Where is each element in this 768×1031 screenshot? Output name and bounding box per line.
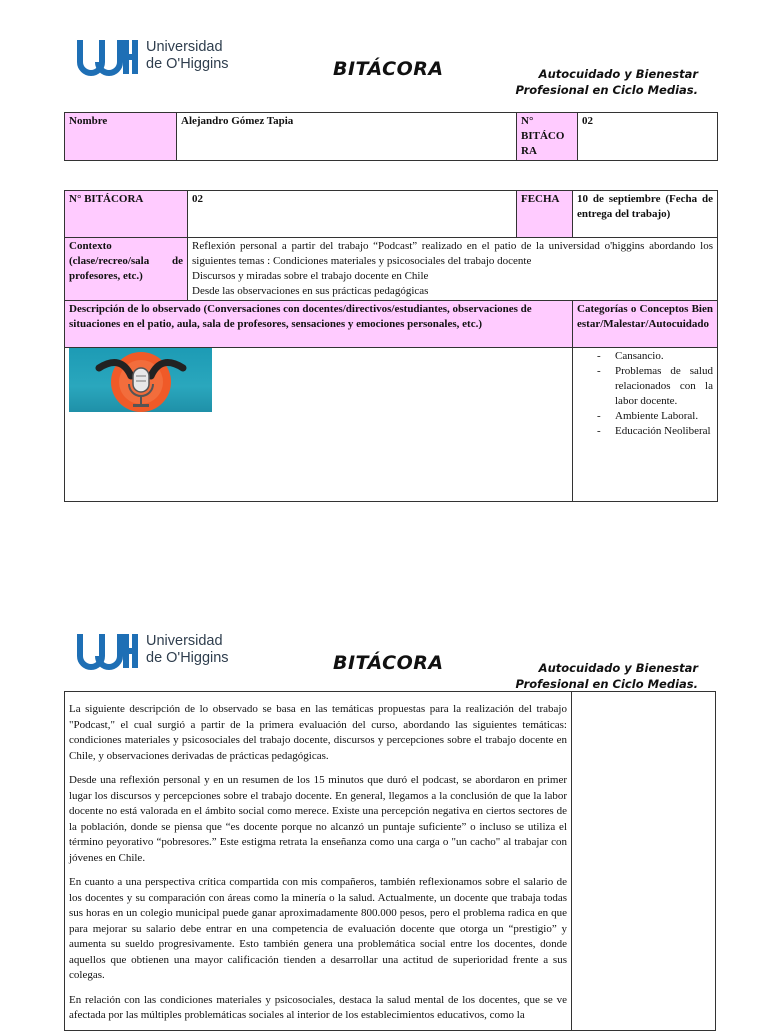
bitacora-number-label: N° BITÁCO RA (517, 113, 578, 161)
document-title-page2: BITÁCORA (333, 652, 444, 674)
document-title: BITÁCORA (333, 58, 444, 80)
subtitle-line2: Profesional en Ciclo Medias. (515, 677, 698, 691)
page2-left-box (64, 691, 572, 1031)
subtitle-line1: Autocuidado y Bienestar (538, 67, 698, 81)
contexto-line: Reflexión personal a partir del trabajo “Podcast” realizado en el patio de la universidad o'higgins abordando los siguientes temas : Condiciones materiales y psicosociales del trabajo docente (192, 240, 713, 267)
contexto-line: Discursos y miradas sobre el trabajo docente en Chile (192, 270, 429, 282)
university-logo (76, 38, 236, 80)
uoh-logo-icon (76, 632, 138, 670)
categorias-content (573, 348, 718, 502)
bitacora-number-value: 02 (578, 113, 718, 161)
body-paragraph: Desde una reflexión personal y en un resumen de los 15 minutos que duró el podcast, se abordaron en primer lugar los discursos y percepciones sobre el trabajo docente. En general, llegamos a la conclusión de que la labor docente no está valorada en el ámbito social como merece. Existe una percepción negativa en ciertos sectores de la población, donde se piensa que “es docente porque no alcanzó un puntaje suficiente” o incluso se utiliza el término peyorativo “pobresores.” Este estigma retrata la enseñanza como una carga o "un cacho" al trabajar con jóvenes en Chile. (69, 774, 567, 864)
fecha-label: FECHA (517, 191, 573, 238)
list-item: - Ambiente Laboral. (615, 409, 713, 424)
list-item: - Cansancio. (615, 349, 713, 364)
categorias-list (577, 349, 713, 439)
bitacora-value: 02 (188, 191, 517, 238)
university-logo-page2 (76, 632, 236, 674)
document-subtitle (498, 66, 698, 98)
logo-text-line1: Universidad (146, 633, 223, 649)
info-table (64, 112, 718, 161)
page2-right-box (571, 691, 716, 1031)
categorias-label: Categorías o Conceptos Bienestar/Malestar/Autocuidado (573, 301, 718, 348)
bitacora-label: N° BITÁCORA (65, 191, 188, 238)
subtitle-line1: Autocuidado y Bienestar (538, 661, 698, 675)
body-paragraph: En cuanto a una perspectiva crítica compartida con mis compañeros, también reflexionamos sobre el salario de los docentes y su comparación con áreas como la minería o la salud. Actualmente, un docente que trabaja todas sus horas en un colegio municipal puede ganar aproximadamente 800.000 pesos, pero el problema radica en que para mejorar su salario debe entrar en una competencia de evaluación docente que otorga un “prestigio” y aumenta su sueldo progresivamente. Esto también genera una problemática social entre los docentes, donde aquellos que obtienen una mayor calificación tienden a desarrollar una actitud de superioridad frente a sus colegas. (69, 876, 567, 981)
contexto-label: Contexto (clase/recreo/sala de profesores, etc.) (65, 238, 188, 301)
body-paragraph: La siguiente descripción de lo observado se basa en las temáticas propuestas para la realización del trabajo "Podcast," el cual surgió a partir de la primera evaluación del curso, abordando las siguientes temáticas: condiciones materiales y psicosociales del trabajo docente, discursos y percepciones sobre el trabajo docente en Chile, y observaciones derivadas de prácticas pedagógicas. (69, 703, 567, 762)
name-label: Nombre (65, 113, 177, 161)
contexto-content (188, 238, 718, 301)
observation-table (64, 190, 718, 502)
document-subtitle-page2 (498, 660, 698, 692)
uoh-logo-icon (76, 38, 138, 76)
list-item: - Educación Neoliberal (615, 424, 713, 439)
fecha-value: 10 de septiembre (Fecha de entrega del trabajo) (573, 191, 718, 238)
logo-text-line2: de O'Higgins (146, 650, 229, 666)
logo-text-line1: Universidad (146, 39, 223, 55)
descripcion-content (65, 348, 573, 502)
subtitle-line2: Profesional en Ciclo Medias. (515, 83, 698, 97)
contexto-line: Desde las observaciones en sus prácticas pedagógicas (192, 285, 429, 297)
name-value: Alejandro Gómez Tapia (177, 113, 517, 161)
body-paragraph: En relación con las condiciones materiales y psicosociales, destaca la salud mental de los docentes, que se ve afectada por las múltiples problemáticas sociales al interior de los establecimientos educativos, como la (69, 993, 567, 1021)
podcast-microphone-image (69, 348, 212, 412)
descripcion-label: Descripción de lo observado (Conversaciones con docentes/directivos/estudiantes, observaciones de situaciones en el patio, aula, sala de profesores, sensaciones y emociones personales, etc.) (65, 301, 573, 348)
logo-text-line2: de O'Higgins (146, 56, 229, 72)
list-item: - Problemas de salud relacionados con la labor docente. (615, 364, 713, 409)
